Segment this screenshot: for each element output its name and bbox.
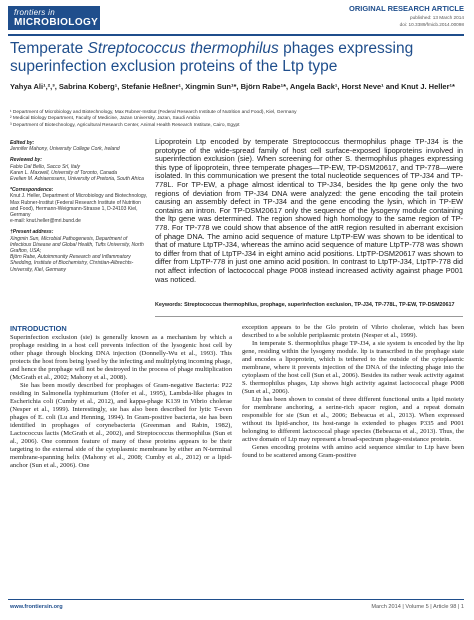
present-address: Xingmin Sun, Microbial Pathogenesis, Department of Infectious Disease and Global Health, Tufts University, North Grafton, USA; Björn Rabe, Autoimmunity Research and Inflammatory Shedding, Institute of Biochemistry, Christian-Albrechts-University, Kiel, Germany	[10, 235, 144, 273]
doi: doi: 10.3389/fmicb.2014.00098	[399, 22, 464, 27]
journal-logo-line2: MICROBIOLOGY	[14, 17, 99, 28]
edited-by: Jennifer Mahony, University College Cork, Ireland	[10, 146, 120, 153]
keywords	[155, 302, 463, 309]
journal-url[interactable]: www.frontiersin.org	[10, 604, 63, 610]
article-type: ORIGINAL RESEARCH ARTICLE	[348, 4, 464, 13]
paragraph: Superinfection exclusion (sie) is generally known as a mechanism by which a prophage residing in a host cell prevents infection of the lysogenic host cell by other phage through blocking DNA injection (Donnelly-Wu et al., 1993). This protects the host from being lysed by the infecting and multiplying incoming phage, and hence the prophage will not be destroyed in the process of phage multiplication (McGrath et al., 2002; Mahony et al., 2008).	[10, 334, 232, 381]
edited-by-label: Edited by:	[10, 140, 35, 146]
article-sidebar	[10, 140, 150, 278]
authors: Yahya Ali¹,²,³, Sabrina Koberg¹, Stefanie Heßner¹, Xingmin Sun¹*, Björn Rabe¹*, Angela Back¹, Horst Neve¹ and Knut J. Heller¹*	[10, 82, 455, 91]
title-part1: Temperate	[10, 40, 88, 57]
body-column-left	[10, 334, 232, 470]
affiliation-2: ² Medical Biology Department, Faculty of Medicine, Jazan University, Jazan, Saudi Arabia	[10, 116, 200, 122]
issue-info: March 2014 | Volume 5 | Article 98 | 1	[371, 604, 464, 610]
keywords-label: Keywords:	[155, 302, 183, 308]
paragraph: Genes encoding proteins with amino acid sequence similar to Ltp have been found to be scattered among Gram-positive	[242, 444, 464, 459]
title-part2: phages expressing superinfection exclusion proteins of the Ltp type	[10, 40, 414, 75]
paragraph: Ltp has been shown to consist of three different functional units a lipid moiety for membrane anchoring, a serine-rich spacer region, and a repeat domain responsible for sie (Sun et al., 2006; Bebeacua et al., 2013). When expressed without its lipid-anchor, its host-range is extended to phages P335 and P001 belonging to different lactococcal phage species (Bebeacua et al., 2013). Thus, the active domain of Ltp may represent a broad-spectrum phage-resistance protein.	[242, 396, 464, 443]
journal-logo-line1: frontiers in	[14, 8, 55, 17]
correspondence-label: *Correspondence:	[10, 187, 54, 194]
keywords-list: Streptococcus thermophilus, prophage, superinfection exclusion, TP-J34, TP-778L, TP-EW, TP-DSM20617	[184, 302, 455, 308]
abstract: Lipoprotein Ltp encoded by temperate Streptococcus thermophilus phage TP-J34 is the prototype of the wide-spread family of host cell surface-exposed lipoproteins involved in superinfection exclusion (sie). When screening for other S. thermophilus phages expressing this type of lipoprotein, three temperate phages—TP-EW, TP-DSM20617, and TP-778—were isolated. In this communication we present the total nucleotide sequences of TP-J34 and TP-778L. For TP-EW, a phage almost identical to TP-J34, besides the ltp gene only the two regions of deviation from TP-J34 DNA were analyzed: the gene encoding the tail protein causing an assembly defect in TP-J34 and the gene encoding the lysin, which in TP-EW contains an intron. For TP-DSM20617 only the sequence of the lysogeny module containing the ltp gene was determined. The region showed high homology to the same region of TP-778. For TP-778 we could show that absence of the attR region resulted in aberrant excision of phage DNA. The amino acid sequence of mature LtpTP-EW was shown to be identical to that of mature LtpTP-J34, whereas the amino acid sequence of mature LtpTP-778 was shown to differ from that of LtpTP-J34 in eight amino acid positions. LtpTP-DSM20617 was shown to differ from LtpTP-778 in just one amino acid position. In contrast to LtpTP-J34, LtpTP-778 did not affect infection of lactococcal phage P008 instead increased activity against phage P001 was noticed.	[155, 137, 463, 284]
body-column-right	[242, 324, 464, 460]
paragraph: exception appears to be the Glo protein of Vibrio cholerae, which has been described to a be soluble periplasmic protein (Nesper et al., 1999).	[242, 324, 464, 339]
article-title	[10, 40, 450, 76]
abstract-rule	[155, 316, 463, 317]
affiliations	[10, 110, 460, 129]
reviewed-by: Fabio Dal Bello, Sacco Srl, Italy Karen L. Maxwell, University of Toronto, Canada Evelien M. Adriaenssens, University of Pretoria, South Africa	[10, 163, 144, 183]
correspondence[interactable]: Knut J. Heller, Department of Microbiology and Biotechnology, Max Rubner-Institut (Federal Research Institute of Nutrition and Food), Hermann-Weigmann-Strasse 1, D-24103 Kiel, Germany e-mail: knut.heller@mri.bund.de	[10, 193, 148, 225]
reviewed-by-label: Reviewed by:	[10, 157, 42, 164]
affiliation-1: ¹ Department of Microbiology and Biotechnology, Max Rubner-Institut (Federal Research Institute of Nutrition and Food), Kiel, Germany	[10, 110, 297, 115]
title-italic: Streptococcus thermophilus	[87, 40, 279, 57]
paragraph: In temperate S. thermophilus phage TP-J34, a sie system is encoded by the ltp gene, residing within the lysogeny module. ltp is transcribed in the prophage state and encodes a lipoprotein, which is tethered to the outside of the cytoplasmic membrane, where it prevents injection of the DNA of the infecting phage into the cytoplasm of the host cell (Sun et al., 2006). Besides its rather weak activity against S. thermophilus phages, Ltp shows high activity against lactococcal phage P008 (Sun et al., 2006).	[242, 340, 464, 395]
present-address-label: †Present address:	[10, 229, 54, 236]
paragraph: Sie has been mostly described for prophages of Gram-negative Bacteria: P22 residing in Salmonella typhimurium (Hofer et al., 1995), Lambda-like phages in Escherichia coli (Cumby et al., 2012), and kappa-phage K139 in Vibrio cholerae (Nesper et al., 1999). Interestingly, sie has also been described for lytic T-even phages of E. coli (Lu and Henning, 1994). In Gram-positive bacteria, sie has been identified in prophages of corynebacteria (Greenman and Rabin, 1982), Lactococcus lactis (McGrath et al., 2002), and Streptococcus thermophilus (Sun et al., 2006). One common feature of many of these proteins appears to be their targeting to the external side of the cytoplasmic membrane by either an N-terminal membrane-spanning helix (Mahony et al., 2008; Cumby et al., 2012) or a lipid-anchor (Sun et al., 2006). One	[10, 382, 232, 469]
published-date: published: 13 March 2014	[410, 15, 464, 20]
footer-rule	[8, 599, 464, 600]
header-rule	[8, 34, 464, 36]
section-heading-introduction: INTRODUCTION	[10, 324, 67, 333]
journal-logo	[8, 6, 100, 30]
affiliation-3: ³ Department of Biotechnology, Agricultural Research Center, Animal Health Research Institute, Cairo, Egypt	[10, 122, 240, 128]
